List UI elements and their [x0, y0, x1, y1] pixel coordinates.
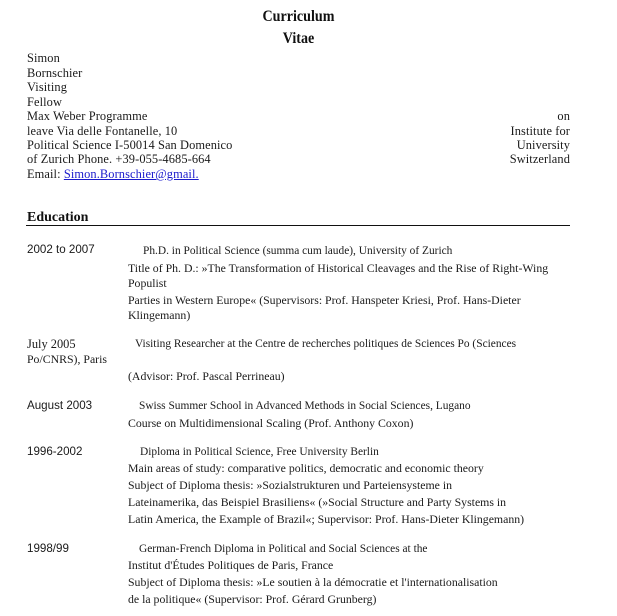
entry-line: Course on Multidimensional Scaling (Prof. Anthony Coxon) [128, 416, 414, 430]
document-title-line1: Curriculum [262, 8, 335, 25]
entry-line: Main areas of study: comparative politics, democratic and economic theory [128, 461, 484, 475]
header-phone-line: of Zurich Phone. +39-055-4685-664 [27, 152, 211, 166]
header-right-line3: University [516, 138, 570, 152]
email-link[interactable]: Simon.Bornschier@gmail. [63, 167, 199, 181]
entry-date-continued: Po/CNRS), Paris [27, 352, 107, 366]
entry-date: 2002 to 2007 [27, 243, 95, 256]
entry-date: 1996-2002 [27, 445, 83, 458]
entry-line: Parties in Western Europe« (Supervisors: Prof. Hanspeter Kriesi, Prof. Hans-Dieter [128, 293, 521, 307]
entry-line: Subject of Diploma thesis: »Sozialstrukturen und Parteiensysteme in [128, 478, 453, 492]
header-address-line1: leave Via delle Fontanelle, 10 [27, 124, 178, 138]
entry-line: Title of Ph. D.: »The Transformation of Historical Cleavages and the Rise of Right-Wing [128, 261, 549, 275]
entry-line: Institut d'Études Politiques de Paris, France [128, 558, 334, 572]
header-address-line2: Political Science I-50014 San Domenico [27, 138, 233, 152]
header-programme: Max Weber Programme [27, 109, 148, 123]
entry-line: Subject of Diploma thesis: »Le soutien à la démocratie et l'internationalisation [128, 575, 498, 589]
header-name-first: Simon [27, 51, 60, 65]
header-position-line2: Fellow [27, 95, 63, 109]
header-right-line2: Institute for [510, 124, 570, 138]
header-right-line4: Switzerland [509, 152, 570, 166]
entry-title: German-French Diploma in Political and Social Sciences at the [139, 543, 428, 555]
header-email-line [27, 167, 199, 181]
entry-line: (Advisor: Prof. Pascal Perrineau) [128, 369, 285, 383]
entry-date: July 2005 [27, 337, 76, 351]
education-heading: Education [27, 210, 89, 225]
header-name-last: Bornschier [27, 66, 83, 80]
entry-date: 1998/99 [27, 542, 69, 555]
header-right-line1: on [557, 109, 570, 123]
section-divider [26, 225, 570, 226]
entry-date: August 2003 [27, 399, 93, 412]
entry-title: Diploma in Political Science, Free University Berlin [140, 446, 379, 458]
entry-line: Populist [128, 276, 167, 290]
entry-line: Klingemann) [128, 308, 191, 322]
header-position-line1: Visiting [27, 80, 67, 94]
entry-line: de la politique« (Supervisor: Prof. Gérard Grunberg) [128, 592, 377, 606]
entry-title: Visiting Researcher at the Centre de recherches politiques de Sciences Po (Sciences [135, 338, 517, 350]
email-label: Email: [27, 167, 64, 181]
entry-line: Latin America, the Example of Brazil«; Supervisor: Prof. Hans-Dieter Klingemann) [128, 512, 525, 526]
document-title-line2: Vitae [282, 30, 315, 47]
entry-line: Lateinamerika, das Beispiel Brasiliens« (»Social Structure and Party Systems in [128, 495, 507, 509]
entry-title: Ph.D. in Political Science (summa cum laude), University of Zurich [143, 245, 453, 257]
entry-title: Swiss Summer School in Advanced Methods in Social Sciences, Lugano [139, 400, 471, 412]
